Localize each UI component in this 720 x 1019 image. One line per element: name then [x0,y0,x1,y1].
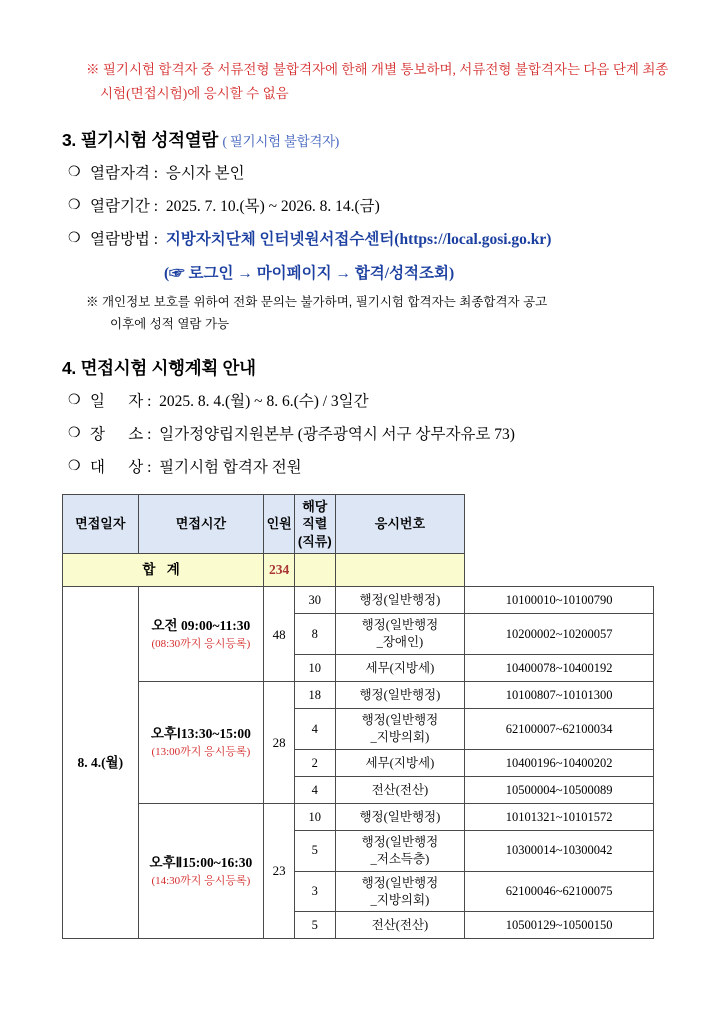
cell-job: 행정(일반행정) [335,587,465,614]
col-header-exam-number: 응시번호 [335,494,465,554]
note-line-1: ※ 개인정보 보호를 위하여 전화 문의는 불가하며, 필기시험 합격자는 최종합격자 공고 [86,295,548,310]
cell-exam-number: 10500004~10500089 [465,776,654,803]
cell-count: 5 [295,912,335,939]
cell-group-count: 48 [264,587,295,682]
cell-job-line2: _지방의회) [370,892,430,907]
cell-job-line1: 행정(일반행정 [361,875,439,890]
col-header-time: 면접시간 [138,494,264,554]
item-value: 응시자 본인 [165,165,245,183]
note-line-2: 이후에 성적 열람 가능 [110,316,230,331]
bullet-icon: ❍ [68,198,81,214]
section-3-note [48,292,672,335]
cell-exam-number: 10300014~10300042 [465,830,654,871]
cell-exam-number: 10500129~10500150 [465,912,654,939]
section-3-heading [48,127,672,152]
section-4-title: 면접시험 시행계획 안내 [80,357,256,378]
cell-count: 2 [295,749,335,776]
section-3-subtitle: ( 필기시험 불합격자) [222,134,340,150]
time-registration-note: (14:30까지 응시등록) [151,874,251,887]
item-value: 2025. 7. 10.(목) ~ 2026. 8. 14.(금) [165,198,380,216]
time-main: 오후Ⅱ15:00~16:30 [149,854,253,870]
table-row [63,682,654,709]
item-label: 열람기간 : [90,198,162,216]
item-value: 필기시험 합격자 전원 [159,458,302,476]
section-3-number: 3. [62,130,76,151]
cell-job: 세무(지방세) [335,655,465,682]
cell-job-line1: 행정(일반행정 [361,713,439,728]
section-4-number: 4. [62,357,76,378]
cell-job-line2: _장애인) [376,635,424,650]
notice-line-1: ※ 필기시험 합격자 중 서류전형 불합격자에 한해 개별 통보하며, 서류전형 불합격자는 다음 [86,62,610,77]
total-code-blank [335,554,465,587]
bullet-icon: ❍ [68,425,81,441]
cell-job: 행정(일반행정) [335,682,465,709]
section-3-item-period [48,195,672,219]
item-label: 장 소 : [90,425,156,443]
section-3-login-path: (☞ 로그인 → 마이페이지 → 합격/성적조회) [164,265,455,283]
section-3-item-method [48,228,672,252]
bullet-icon: ❍ [68,458,81,474]
section-4-item-place [48,423,672,447]
table-header-row [63,494,654,554]
section-4-item-target [48,456,672,480]
cell-job [335,830,465,871]
total-count: 234 [264,554,295,587]
cell-job-line1: 행정(일반행정 [361,834,439,849]
time-main: 오전 09:00~11:30 [151,617,251,633]
total-label: 합 계 [63,554,264,587]
cell-exam-number: 10400196~10400202 [465,749,654,776]
cell-exam-number: 10101321~10101572 [465,803,654,830]
cell-count: 18 [295,682,335,709]
cell-exam-number: 10200002~10200057 [465,614,654,655]
cell-exam-number: 10100807~10101300 [465,682,654,709]
notice-line-2: 단계 최종시험(면접시험)에 응시할 수 없음 [100,62,669,101]
cell-group-count: 23 [264,803,295,939]
cell-date: 8. 4.(월) [63,587,139,939]
section-3-title: 필기시험 성적열람 [80,130,218,151]
cell-time-afternoon-1 [138,682,264,804]
item-value: 일가정양립지원본부 (광주광역시 서구 상무자유로 73) [159,425,515,443]
cell-exam-number: 10400078~10400192 [465,655,654,682]
col-header-count: 인원 [264,494,295,554]
cell-count: 3 [295,871,335,912]
item-value-link[interactable]: 지방자치단체 인터넷원서접수센터(https://local.gosi.go.kr) [165,231,552,249]
bullet-icon: ❍ [68,231,81,247]
cell-job [335,709,465,750]
cell-job: 세무(지방세) [335,749,465,776]
time-registration-note: (08:30까지 응시등록) [151,638,251,651]
total-job-blank [295,554,335,587]
section-3-item-qualification [48,162,672,186]
cell-job [335,871,465,912]
cell-count: 4 [295,776,335,803]
cell-time-afternoon-2 [138,803,264,939]
cell-count: 8 [295,614,335,655]
time-registration-note: (13:00까지 응시등록) [151,746,251,759]
cell-exam-number: 62100046~62100075 [465,871,654,912]
cell-job: 행정(일반행정) [335,803,465,830]
cell-exam-number: 62100007~62100034 [465,709,654,750]
table-row [63,587,654,614]
col-header-job: 해당직렬(직류) [295,494,335,554]
item-label: 열람방법 : [90,231,162,249]
col-header-date: 면접일자 [63,494,139,554]
time-main: 오후Ⅰ13:30~15:00 [150,726,251,742]
bullet-icon: ❍ [68,165,81,181]
bullet-icon: ❍ [68,392,81,408]
cell-job-line2: _지방의회) [370,730,430,745]
table-total-row [63,554,654,587]
cell-count: 10 [295,655,335,682]
cell-job-line2: _저소득층) [370,851,430,866]
interview-schedule-table [62,494,654,940]
cell-job: 전산(전산) [335,776,465,803]
cell-time-morning [138,587,264,682]
table-row [63,803,654,830]
item-label: 열람자격 : [90,165,162,183]
cell-exam-number: 10100010~10100790 [465,587,654,614]
cell-count: 10 [295,803,335,830]
notice-paragraph [48,58,672,105]
item-label: 일 자 : [90,392,156,410]
cell-count: 4 [295,709,335,750]
item-label: 대 상 : [90,458,156,476]
section-4-item-date [48,390,672,414]
cell-job-line1: 행정(일반행정 [361,618,439,633]
cell-job: 전산(전산) [335,912,465,939]
cell-count: 30 [295,587,335,614]
item-value: 2025. 8. 4.(월) ~ 8. 6.(수) / 3일간 [159,392,369,410]
cell-group-count: 28 [264,682,295,804]
cell-count: 5 [295,830,335,871]
cell-job [335,614,465,655]
section-4-heading [48,355,672,380]
